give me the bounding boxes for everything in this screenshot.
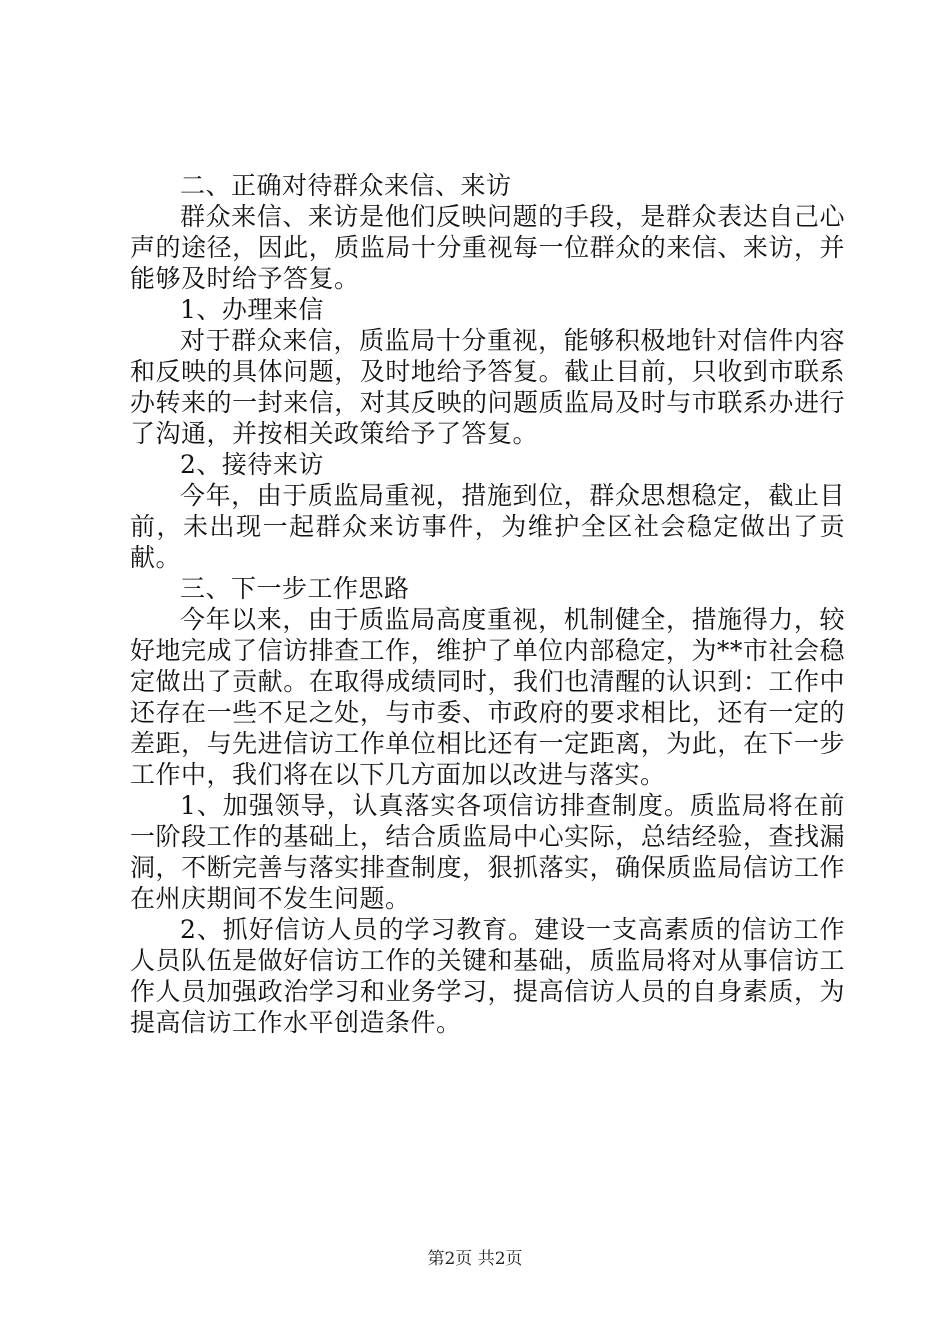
paragraph: 1、加强领导，认真落实各项信访排查制度。质监局将在前一阶段工作的基础上，结合质监局中心实际，总结经验，查找漏洞，不断完善与落实排查制度，狠抓落实，确保质监局信访工作在州庆期间不发生问题。	[130, 791, 845, 913]
paragraph: 群众来信、来访是他们反映问题的手段，是群众表达自己心声的途径，因此，质监局十分重视每一位群众的来信、来访，并能够及时给予答复。	[130, 202, 845, 293]
subheading-receive-visits: 2、接待来访	[180, 450, 324, 479]
page-number: 第2页	[427, 1249, 473, 1269]
subheading-handle-letters: 1、办理来信	[180, 295, 324, 324]
page-footer	[0, 1248, 950, 1270]
page-total: 共2页	[477, 1249, 523, 1269]
section-heading-3: 三、下一步工作思路	[180, 574, 410, 603]
document-body	[130, 170, 845, 1038]
paragraph: 今年以来，由于质监局高度重视，机制健全，措施得力，较好地完成了信访排查工作，维护了单位内部稳定，为**市社会稳定做出了贡献。在取得成绩同时，我们也清醒的认识到：工作中还存在一些不足之处，与市委、市政府的要求相比，还有一定的差距，与先进信访工作单位相比还有一定距离，为此，在下一步工作中，我们将在以下几方面加以改进与落实。	[130, 605, 845, 789]
paragraph: 2、抓好信访人员的学习教育。建设一支高素质的信访工作人员队伍是做好信访工作的关键和基础，质监局将对从事信访工作人员加强政治学习和业务学习，提高信访人员的自身素质，为提高信访工作水平创造条件。	[130, 915, 845, 1037]
paragraph: 对于群众来信，质监局十分重视，能够积极地针对信件内容和反映的具体问题，及时地给予答复。截止目前，只收到市联系办转来的一封来信，对其反映的问题质监局及时与市联系办进行了沟通，并按相关政策给予了答复。	[130, 326, 845, 448]
paragraph: 今年，由于质监局重视，措施到位，群众思想稳定，截止目前，未出现一起群众来访事件，为维护全区社会稳定做出了贡献。	[130, 481, 845, 572]
section-heading-2: 二、正确对待群众来信、来访	[180, 171, 512, 200]
